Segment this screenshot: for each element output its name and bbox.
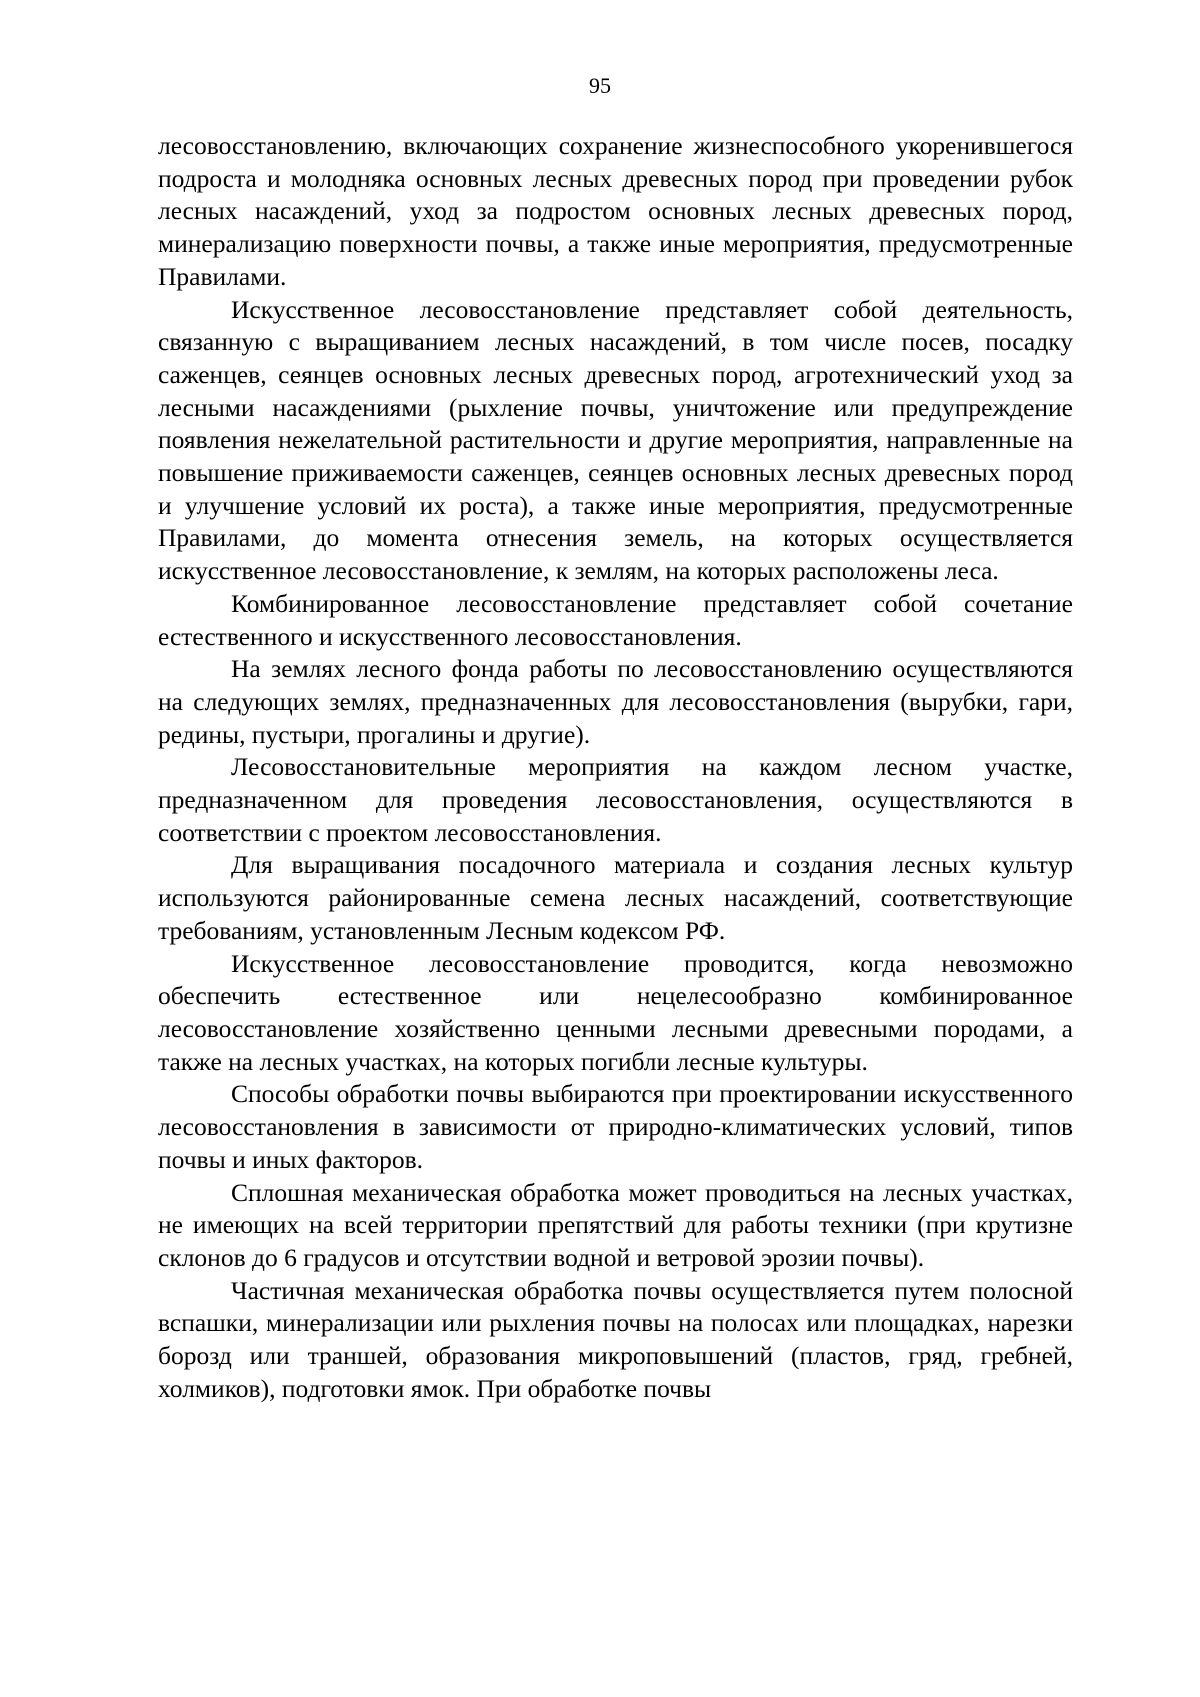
paragraph-when-artificial: Искусственное лесовосстановление проводится, когда невозможно обеспечить естественное или нецелесообразно комбинированное лесовосстановление хозяйственно ценными лесными древесными породами, а также на лесных участках, на которых погибли лесные культуры. <box>158 948 1073 1076</box>
paragraph-continuous-treatment: Сплошная механическая обработка может проводиться на лесных участках, не имеющих на всей территории препятствий для работы техники (при крутизне склонов до 6 градусов и отсутствии водной и ветровой эрозии почвы). <box>158 1177 1073 1272</box>
paragraph-forest-fund-lands: На землях лесного фонда работы по лесовосстановлению осуществляются на следующих землях, предназначенных для лесовосстановления (вырубки, гари, редины, пустыри, прогалины и другие). <box>158 654 1073 749</box>
document-body <box>158 130 1073 1405</box>
paragraph-partial-treatment: Частичная механическая обработка почвы осуществляется путем полосной вспашки, минерализации или рыхления почвы на полосах или площадках, нарезки борозд или траншей, образования микроповышений (пластов, гряд, гребней, холмиков), подготовки ямок. При обработке почвы <box>158 1275 1073 1403</box>
paragraph-planting-material: Для выращивания посадочного материала и создания лесных культур используются районированные семена лесных насаждений, соответствующие требованиям, установленным Лесным кодексом РФ. <box>158 850 1073 945</box>
paragraph-soil-treatment-methods: Способы обработки почвы выбираются при проектировании искусственного лесовосстановления в зависимости от природно-климатических условий, типов почвы и иных факторов. <box>158 1079 1073 1174</box>
paragraph-artificial-reforestation: Искусственное лесовосстановление представляет собой деятельность, связанную с выращиванием лесных насаждений, в том числе посев, посадку саженцев, сеянцев основных лесных древесных пород, агротехнический уход за лесными насаждениями (рыхление почвы, уничтожение или предупреждение появления нежелательной растительности и другие мероприятия, направленные на повышение приживаемости саженцев, сеянцев основных лесных древесных пород и улучшение условий их роста), а также иные мероприятия, предусмотренные Правилами, до момента отнесения земель, на которых осуществляется искусственное лесовосстановление, к землям, на которых расположены леса. <box>158 294 1073 586</box>
paragraph-continuation: лесовосстановлению, включающих сохранение жизнеспособного укоренившегося подроста и молодняка основных лесных древесных пород при проведении рубок лесных насаждений, уход за подростом основных лесных древесных пород, минерализацию поверхности почвы, а также иные мероприятия, предусмотренные Правилами. <box>158 131 1073 291</box>
paragraph-combined-reforestation: Комбинированное лесовосстановление представляет собой сочетание естественного и искусственного лесовосстановления. <box>158 588 1073 651</box>
paragraph-reforestation-measures: Лесовосстановительные мероприятия на каждом лесном участке, предназначенном для проведения лесовосстановления, осуществляются в соответствии с проектом лесовосстановления. <box>158 752 1073 847</box>
page-number: 95 <box>589 73 611 98</box>
